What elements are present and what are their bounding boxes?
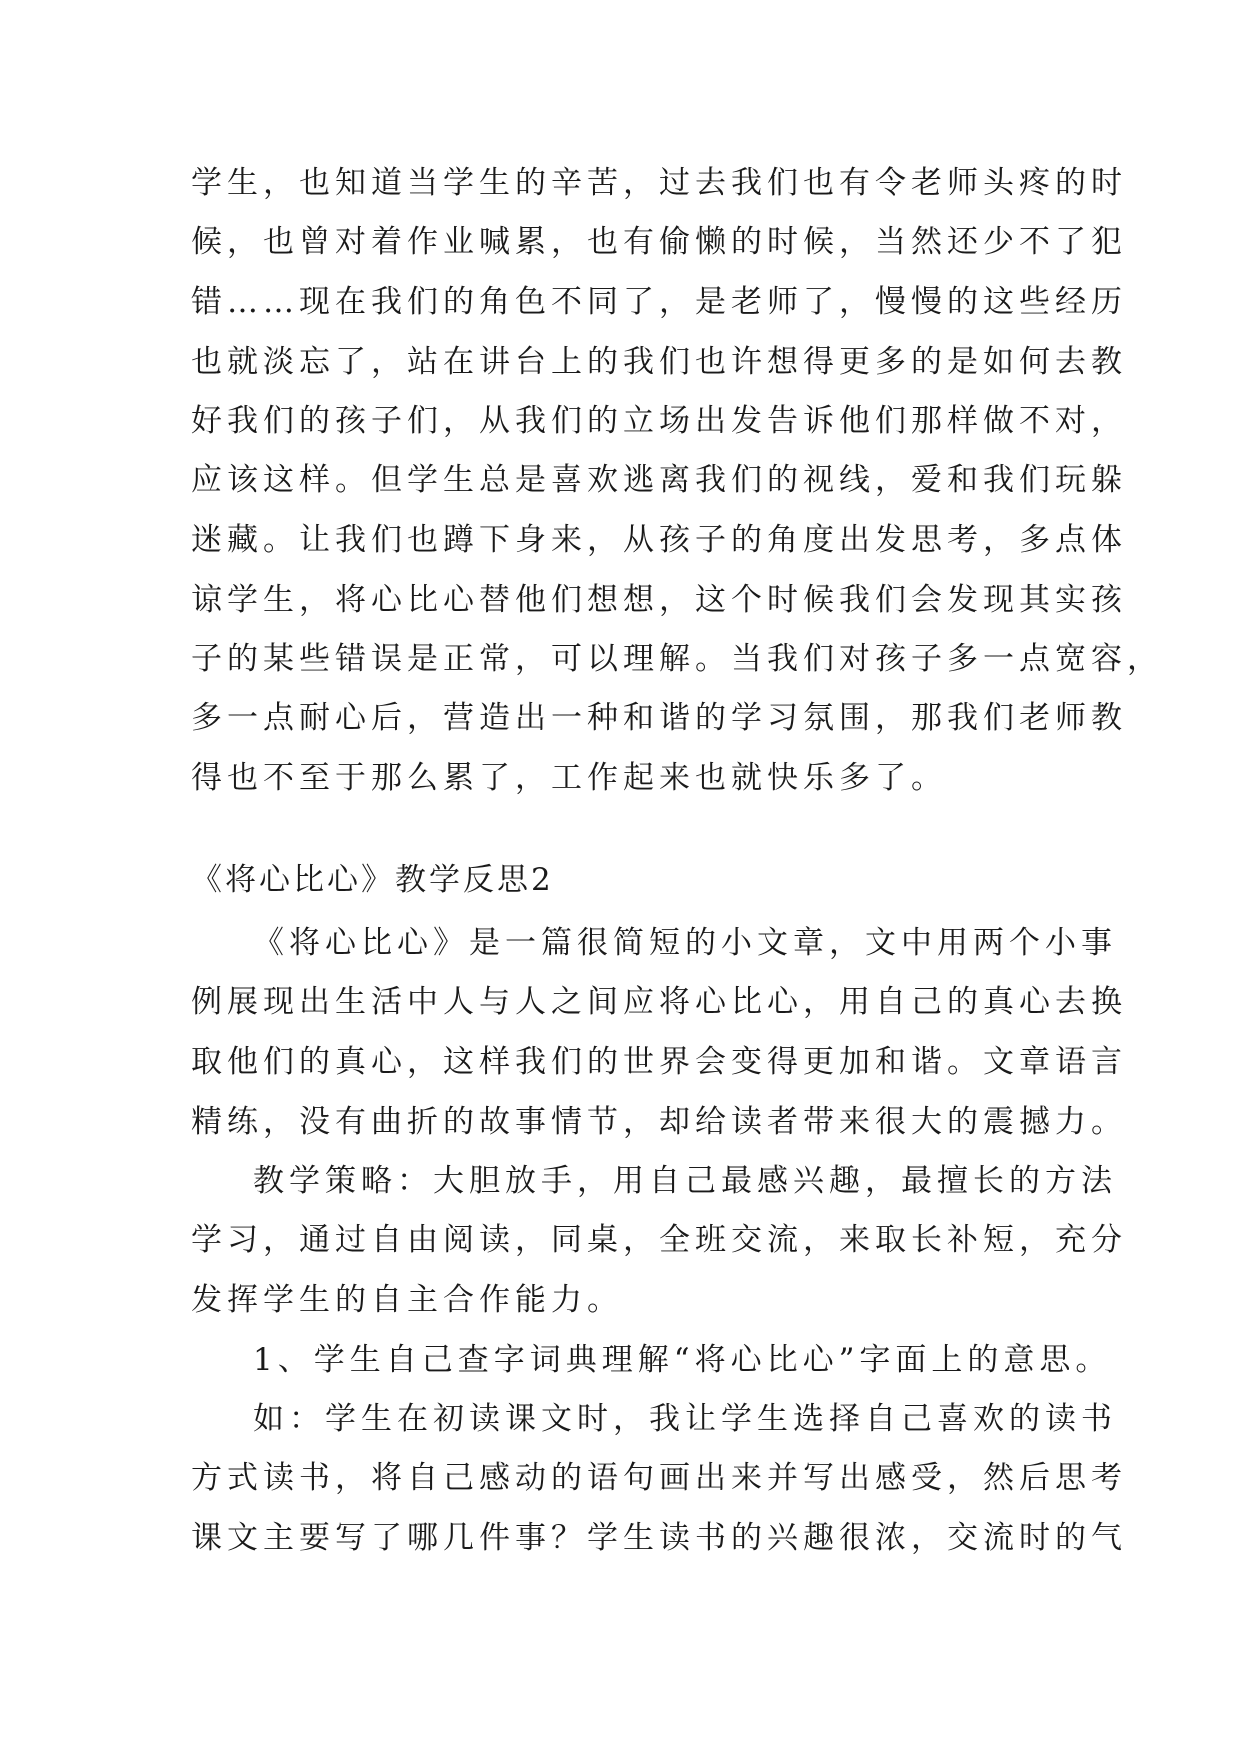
section-heading: 《将心比心》教学反思2 [191, 862, 554, 898]
paragraph-first-line: 教学策略：大胆放手，用自己最感兴趣，最擅长的方法 [253, 1163, 1117, 1199]
paragraph-line: 学习，通过自由阅读，同桌，全班交流，来取长补短，充分 [191, 1222, 1127, 1258]
paragraph-line: 谅学生，将心比心替他们想想，这个时候我们会发现其实孩 [191, 582, 1127, 618]
numbered-item-line: 1、学生自己查字词典理解“将心比心”字面上的意思。 [253, 1342, 1112, 1378]
paragraph-line: 也就淡忘了，站在讲台上的我们也许想得更多的是如何去教 [191, 344, 1127, 380]
paragraph-line: 方式读书，将自己感动的语句画出来并写出感受，然后思考 [191, 1460, 1127, 1496]
paragraph-line: 学生，也知道当学生的辛苦，过去我们也有令老师头疼的时 [191, 165, 1127, 201]
paragraph-line: 多一点耐心后，营造出一种和谐的学习氛围，那我们老师教 [191, 700, 1127, 736]
paragraph-line: 得也不至于那么累了，工作起来也就快乐多了。 [191, 760, 947, 796]
paragraph-line: 例展现出生活中人与人之间应将心比心，用自己的真心去换 [191, 984, 1127, 1020]
paragraph-line: 课文主要写了哪几件事？学生读书的兴趣很浓，交流时的气 [191, 1520, 1127, 1556]
paragraph-line: 候，也曾对着作业喊累，也有偷懒的时候，当然还少不了犯 [191, 224, 1127, 260]
paragraph-line: 应该这样。但学生总是喜欢逃离我们的视线，爱和我们玩躲 [191, 462, 1127, 498]
paragraph-line: 发挥学生的自主合作能力。 [191, 1282, 623, 1318]
paragraph-line: 取他们的真心，这样我们的世界会变得更加和谐。文章语言 [191, 1044, 1127, 1080]
paragraph-first-line: 如：学生在初读课文时，我让学生选择自己喜欢的读书 [253, 1401, 1117, 1437]
paragraph-line: 错……现在我们的角色不同了，是老师了，慢慢的这些经历 [191, 284, 1127, 320]
paragraph-first-line: 《将心比心》是一篇很简短的小文章，文中用两个小事 [253, 925, 1117, 961]
paragraph-line: 精练，没有曲折的故事情节，却给读者带来很大的震撼力。 [191, 1104, 1127, 1140]
paragraph-line: 子的某些错误是正常，可以理解。当我们对孩子多一点宽容， [191, 641, 1163, 677]
paragraph-line: 好我们的孩子们，从我们的立场出发告诉他们那样做不对， [191, 403, 1127, 439]
paragraph-line: 迷藏。让我们也蹲下身来，从孩子的角度出发思考，多点体 [191, 522, 1127, 558]
